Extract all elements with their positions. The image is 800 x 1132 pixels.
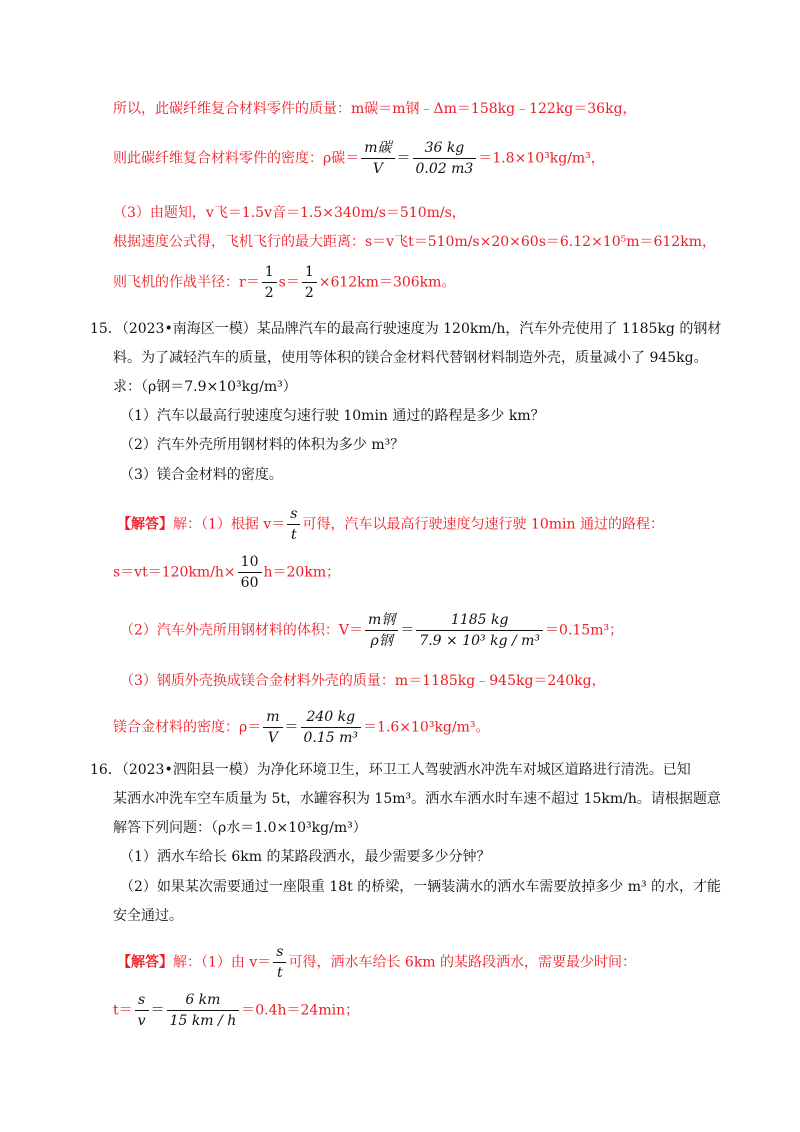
frac-num: s (287, 504, 300, 525)
frac-num: 1185 kg (416, 610, 543, 631)
frac-num: 1 (262, 262, 277, 283)
frac-num: 6 km (167, 990, 240, 1011)
equals: ＝ (400, 622, 415, 639)
frac-den: V (372, 161, 383, 177)
frac-den: ρ钢 (370, 633, 393, 649)
equals: ＝ (284, 719, 299, 736)
answer-line-speed: （3）由题知，v飞＝1.5v音＝1.5×340m/s＝510m/s， (113, 205, 466, 221)
fraction-6km (167, 990, 240, 1031)
density-result: ＝1.8×10³kg/m³， (478, 150, 605, 167)
equals: ＝ (150, 1002, 165, 1019)
q15-line1: 15．（2023•南海区一模）某品牌汽车的最高行驶速度为 120km/h，汽车外壳使用了 1185kg 的钢材 (90, 321, 722, 337)
a16-l1-pre: 解：（1）由 v＝ (173, 954, 272, 971)
q16-line1: 16．（2023•泗阳县一模）为净化环境卫生，环卫工人驾驶洒水冲洗车对城区道路进行清洗。已知 (90, 762, 691, 778)
q16-line2: 某洒水冲洗车空车质量为 5t，水罐容积为 15m³。洒水车洒水时车速不超过 15km/h。请根据题意 (113, 791, 721, 807)
fraction-10-over-60 (238, 552, 262, 593)
fraction-36kg (413, 138, 477, 179)
q15-sub1: （1）汽车以最高行驶速度匀速行驶 10min 通过的路程是多少 km？ (120, 408, 545, 424)
fraction-m-over-rho (365, 610, 398, 651)
fraction-m-over-v (263, 707, 282, 748)
density-prefix: 则此碳纤维复合材料零件的密度：ρ碳＝ (113, 150, 360, 167)
frac-den: 0.02 m3 (415, 161, 474, 177)
frac-den: 2 (264, 285, 274, 301)
frac-den: t (291, 527, 297, 543)
radius-prefix: 则飞机的作战半径：r＝ (113, 274, 260, 291)
fraction-1185kg (416, 610, 543, 651)
q16-sub2: （2）如果某次需要通过一座限重 18t 的桥梁，一辆装满水的洒水车需要放掉多少 m³ 的水，才能 (120, 879, 722, 895)
fraction-s-over-v (135, 990, 149, 1031)
frac-num: s (135, 990, 149, 1011)
a16-line2 (113, 990, 359, 1031)
a16-l2-post: ＝0.4h＝24min； (241, 1002, 360, 1019)
frac-den: 60 (240, 575, 259, 591)
a15-l2-post: h＝20km； (263, 564, 341, 581)
q16-line3: 解答下列问题：（ρ水＝1.0×10³kg/m³） (113, 820, 367, 836)
a15-l1-post: 可得，汽车以最高行驶速度匀速行驶 10min 通过的路程： (302, 516, 664, 533)
a15-line2 (113, 552, 340, 593)
radius-mid: s＝ (278, 274, 300, 291)
q16-sub2-cont: 安全通过。 (113, 908, 183, 924)
frac-den: 7.9 × 10³ kg / m³ (419, 633, 541, 649)
a15-l5-pre: 镁合金材料的密度：ρ＝ (113, 719, 262, 736)
frac-num: m碳 (361, 138, 394, 159)
q15-sub2: （2）汽车外壳所用钢材料的体积为多少 m³？ (120, 437, 405, 453)
fraction-s-over-t (273, 942, 286, 983)
a16-line1 (117, 942, 636, 983)
q15-line3: 求：（ρ钢＝7.9×10³kg/m³） (113, 379, 297, 395)
frac-num: 1 (302, 262, 317, 283)
q15-sub3: （3）镁合金材料的密度。 (120, 467, 283, 483)
a15-l2-pre: s＝vt＝120km/h× (113, 564, 236, 581)
frac-num: s (273, 942, 286, 963)
q16-sub1: （1）洒水车给长 6km 的某路段洒水，最少需要多少分钟？ (120, 849, 491, 865)
answer-tag: 【解答】 (117, 516, 173, 533)
a15-line5 (113, 707, 490, 748)
answer-line-distance: 根据速度公式得，飞机飞行的最大距离：s＝v飞t＝510m/s×20×60s＝6.12×10⁵m＝612km， (113, 234, 716, 250)
a16-l1-post: 可得，洒水车给长 6km 的某路段洒水，需要最少时间： (288, 954, 637, 971)
frac-den: 15 km / h (169, 1013, 237, 1029)
a15-l1-pre: 解：（1）根据 v＝ (173, 516, 286, 533)
frac-den: v (137, 1013, 146, 1029)
answer-line-density (113, 138, 605, 179)
frac-num: 36 kg (413, 138, 477, 159)
a15-line1 (117, 504, 664, 545)
frac-den: 0.15 m³ (303, 730, 359, 746)
frac-den: V (267, 730, 278, 746)
fraction-half-2 (302, 262, 317, 303)
answer-line-radius (113, 262, 455, 303)
a15-line3 (120, 610, 623, 651)
a16-l2-pre: t＝ (113, 1002, 133, 1019)
radius-result: ×612km＝306km。 (318, 274, 456, 291)
a15-l5-post: ＝1.6×10³kg/m³。 (363, 719, 490, 736)
equals: ＝ (396, 150, 411, 167)
frac-num: 10 (238, 552, 262, 573)
fraction-m-over-v (361, 138, 394, 179)
frac-num: m钢 (365, 610, 398, 631)
answer-tag: 【解答】 (117, 954, 173, 971)
fraction-s-over-t (287, 504, 300, 545)
frac-den: t (277, 965, 283, 981)
q15-line2: 料。为了减轻汽车的质量，使用等体积的镁合金材料代替钢材料制造外壳，质量减小了 945kg。 (113, 350, 708, 366)
frac-num: 240 kg (301, 707, 362, 728)
frac-den: 2 (304, 285, 314, 301)
fraction-half (262, 262, 277, 303)
a15-l3-post: ＝0.15m³； (545, 622, 624, 639)
answer-line-mass: 所以，此碳纤维复合材料零件的质量：m碳＝m钢﹣Δm＝158kg﹣122kg＝36kg， (113, 101, 637, 117)
a15-line4: （3）钢质外壳换成镁合金材料外壳的质量：m＝1185kg﹣945kg＝240kg， (120, 673, 606, 689)
fraction-240kg (301, 707, 362, 748)
frac-num: m (263, 707, 282, 728)
a15-l3-pre: （2）汽车外壳所用钢材料的体积：V＝ (120, 622, 364, 639)
